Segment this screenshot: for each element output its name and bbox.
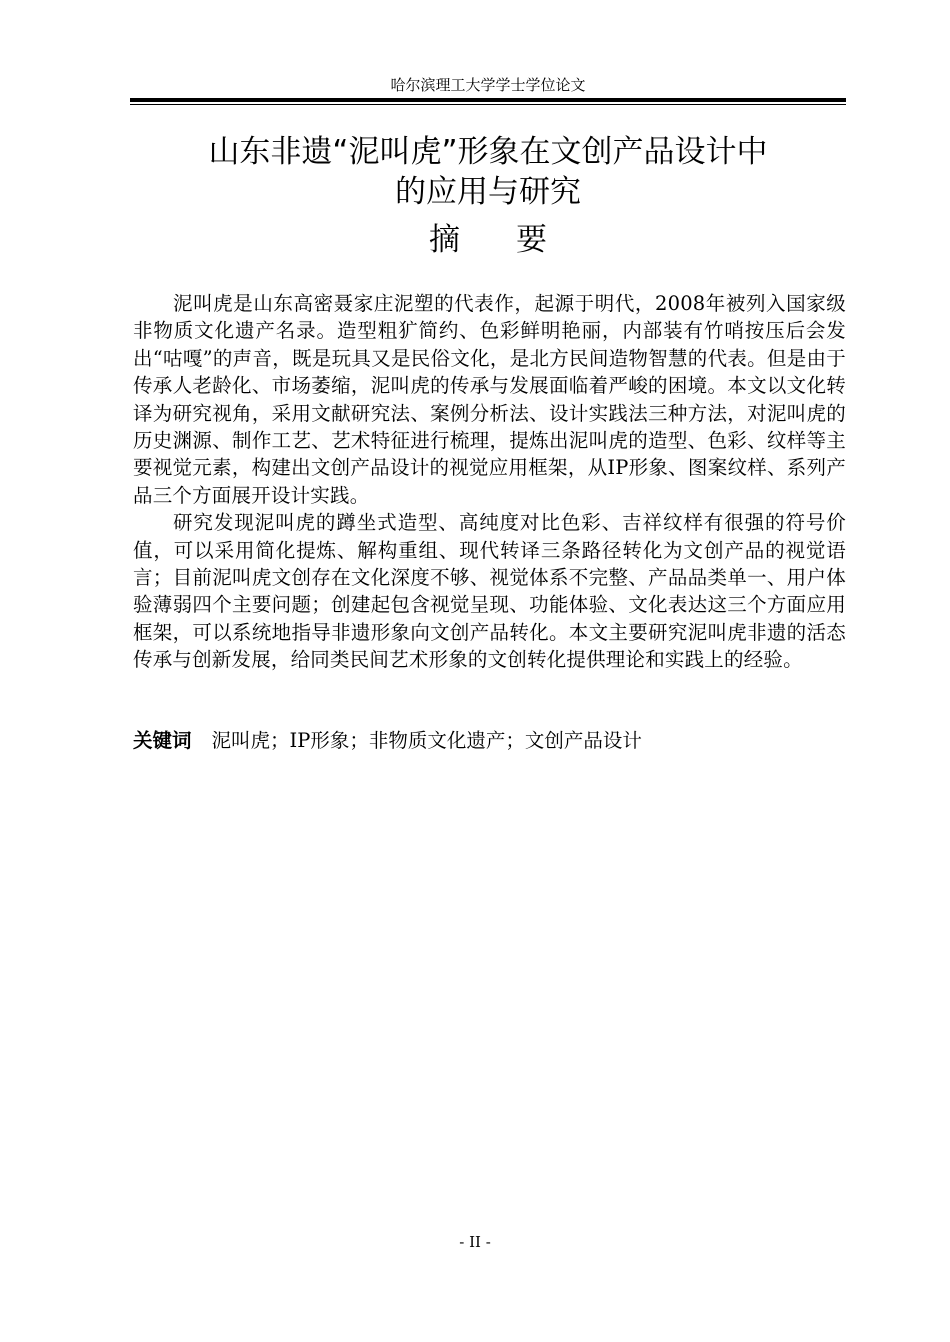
header-rule-thick — [130, 98, 846, 102]
thesis-title — [130, 132, 846, 212]
abstract-heading: 摘要 — [429, 222, 603, 258]
abstract-paragraph-1: 泥叫虎是山东高密聂家庄泥塑的代表作，起源于明代，2008年被列入国家级非物质文化遗产名录。造型粗犷简约、色彩鲜明艳丽，内部装有竹哨按压后会发出“咕嘎”的声音，既是玩具又是民俗文化，是北方民间造物智慧的代表。但是由于传承人老龄化、市场萎缩，泥叫虎的传承与发展面临着严峻的困境。本文以文化转译为研究视角，采用文献研究法、案例分析法、设计实践法三种方法，对泥叫虎的历史渊源、制作工艺、艺术特征进行梳理，提炼出泥叫虎的造型、色彩、纹样等主要视觉元素，构建出文创产品设计的视觉应用框架，从IP形象、图案纹样、系列产品三个方面展开设计实践。 — [133, 292, 846, 507]
keywords-line — [133, 727, 642, 754]
page-number: - II - — [459, 1233, 491, 1251]
thesis-title-line-2: 的应用与研究 — [395, 174, 581, 210]
thesis-title-line-1: 山东非遗“泥叫虎”形象在文创产品设计中 — [208, 134, 768, 170]
running-header: 哈尔滨理工大学学士学位论文 — [390, 76, 586, 94]
header-rule-thin — [130, 104, 846, 105]
abstract-body — [133, 290, 846, 674]
keywords-label: 关键词 — [133, 729, 192, 752]
keywords-text: 泥叫虎；IP形象；非物质文化遗产；文创产品设计 — [211, 729, 642, 752]
abstract-paragraph-2: 研究发现泥叫虎的蹲坐式造型、高纯度对比色彩、吉祥纹样有很强的符号价值，可以采用简化提炼、解构重组、现代转译三条路径转化为文创产品的视觉语言；目前泥叫虎文创存在文化深度不够、视觉体系不完整、产品品类单一、用户体验薄弱四个主要问题；创建起包含视觉呈现、功能体验、文化表达这三个方面应用框架，可以系统地指导非遗形象向文创产品转化。本文主要研究泥叫虎非遗的活态传承与创新发展，给同类民间艺术形象的文创转化提供理论和实践上的经验。 — [133, 511, 846, 672]
